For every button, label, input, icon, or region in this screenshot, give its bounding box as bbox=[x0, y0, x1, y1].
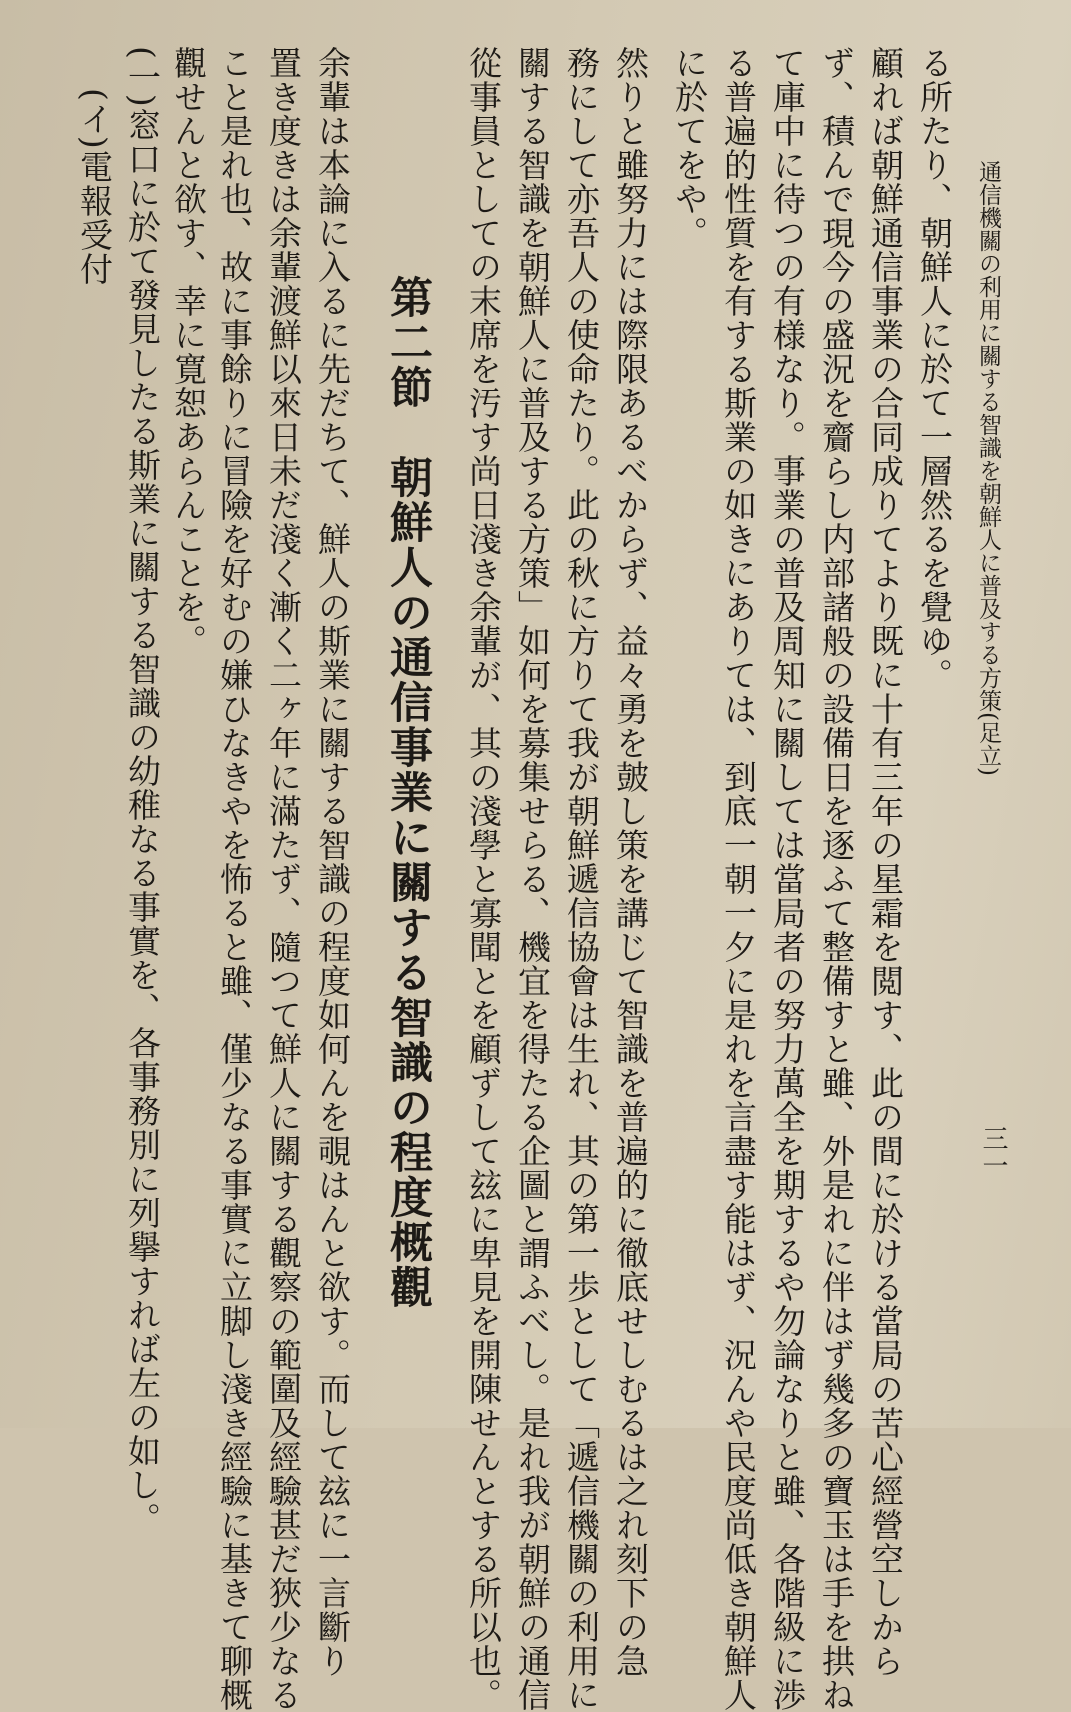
sub-item: (イ)電報受付 bbox=[75, 88, 114, 286]
list-item: (一)窓口に於て發見したる斯業に關する智識の幼稚なる事實を、各事務別に列擧すれば左の如し。 bbox=[123, 46, 162, 1536]
body-line: 然りと雖努力には際限あるべからず、益々勇を皷し策を講じて智識を普遍的に徹底せしむるは之れ刻下の急 bbox=[611, 46, 650, 1678]
body-line: こと是れ也、故に事餘りに冒險を好むの嫌ひなきやを怖ると雖、僅少なる事實に立脚し淺き經驗に基きて聊概 bbox=[215, 46, 254, 1712]
body-line: 關する智識を朝鮮人に普及する方策」如何を募集せらる、機宜を得たる企圖と謂ふべし。是れ我が朝鮮の通信 bbox=[513, 46, 552, 1712]
body-line: る普遍的性質を有する斯業の如きにありては、到底一朝一夕に是れを言盡す能はず、況んや民度尚低き朝鮮人 bbox=[719, 46, 758, 1712]
page-number: 三一 bbox=[978, 1125, 1008, 1179]
section-heading: 第二節 朝鮮人の通信事業に關する智識の程度概觀 bbox=[383, 275, 433, 1310]
body-line: に於てをや。 bbox=[670, 46, 709, 250]
body-line: 從事員としての末席を汚す尚日淺き余輩が、其の淺學と寡聞とを顧ずして玆に卑見を開陳せんとする所以也。 bbox=[464, 46, 503, 1712]
body-line: 務にして亦吾人の使命たり。此の秋に方りて我が朝鮮遞信協會は生れ、其の第一歩として「遞信機關の利用に bbox=[562, 46, 601, 1712]
body-line: 觀せんと欲す、幸に寛恕あらんことを。 bbox=[169, 46, 208, 658]
running-head: 通信機關の利用に關する智識を朝鮮人に普及する方策(足立) bbox=[975, 160, 1001, 776]
body-line: ず、積んで現今の盛況を齎らし内部諸般の設備日を逐ふて整備すと雖、外是れに伴はず幾多の寶玉は手を拱ね bbox=[817, 46, 856, 1712]
body-line: て庫中に待つの有様なり。事業の普及周知に關しては當局者の努力萬全を期するや勿論なりと雖、各階級に渉 bbox=[768, 46, 807, 1712]
body-line: 余輩は本論に入るに先だちて、鮮人の斯業に關する智識の程度如何んを覗はんと欲す。而して玆に一言斷り bbox=[313, 46, 352, 1678]
body-line: 顧れば朝鮮通信事業の合同成りてより既に十有三年の星霜を閲す、此の間に於ける當局の苦心經營空しから bbox=[866, 46, 905, 1678]
body-line: る所たり、朝鮮人に於て一層然るを覺ゆ。 bbox=[915, 46, 954, 692]
body-line: 置き度きは余輩渡鮮以來日未だ淺く漸く二ヶ年に滿たず、隨つて鮮人に關する觀察の範圍及經驗甚だ狹少なる bbox=[264, 46, 303, 1712]
